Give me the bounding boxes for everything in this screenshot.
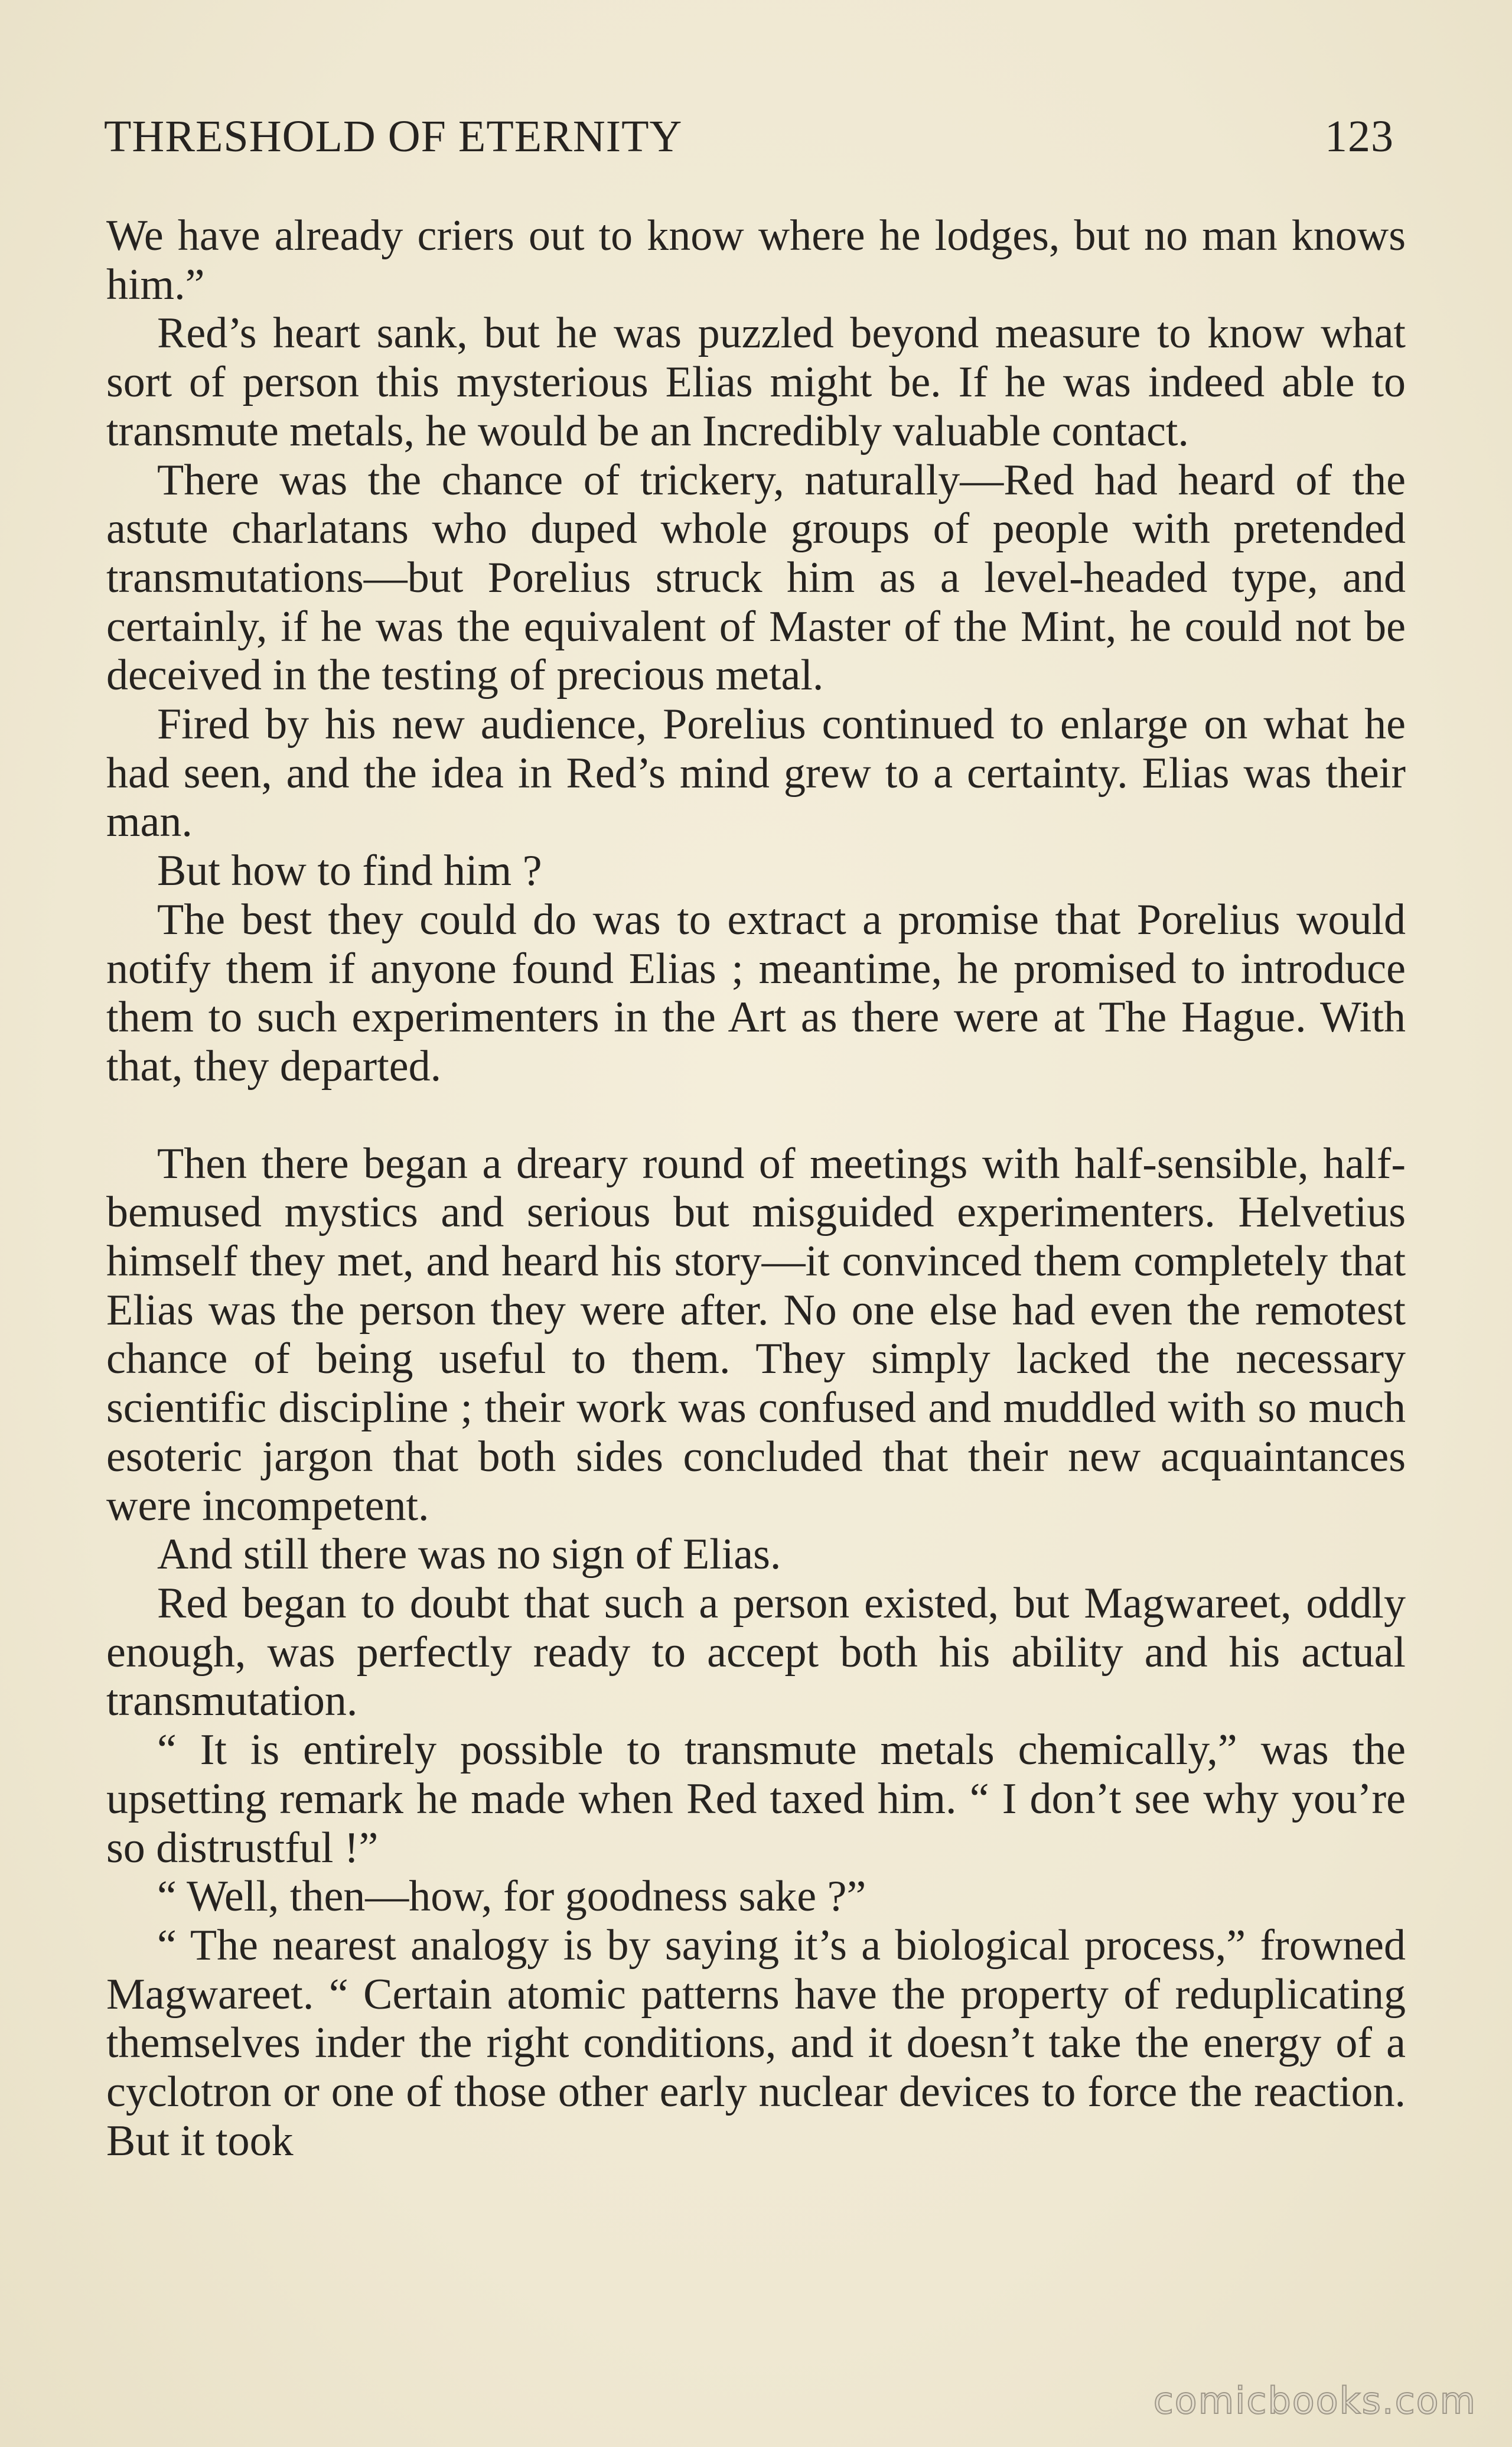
paragraph: Red’s heart sank, but he was puzzled beyond measure to know what sort of person this mysterious Elias might be. If he was indeed able to transmute metals, he would be an Incredibly valuable contact.	[106, 309, 1406, 455]
running-title: THRESHOLD OF ETERNITY	[104, 112, 683, 161]
paragraph: Then there began a dreary round of meetings with half-sensible, half-bemused mystics and serious but misguided experimenters. Helvetius himself they met, and heard his story—it convinced them completely that Elias was the person they were after. No one else had even the remotest chance of being useful to them. They simply lacked the necessary scientific discipline ; their work was confused and muddled with so much esoteric jargon that both sides concluded that their new acquaintances were incompetent.	[106, 1139, 1406, 1530]
paragraph: Fired by his new audience, Porelius continued to enlarge on what he had seen, and the idea in Red’s mind grew to a certainty. Elias was their man.	[106, 700, 1406, 847]
paragraph: There was the chance of trickery, naturally—Red had heard of the astute charlatans who duped whole groups of people with pretended transmutations—but Porelius struck him as a level-headed type, and certainly, if he was the equivalent of Master of the Mint, he could not be deceived in the testing of precious metal.	[106, 455, 1406, 700]
paragraph: Red began to doubt that such a person existed, but Magwareet, oddly enough, was perfectly ready to accept both his ability and his actual transmutation.	[106, 1579, 1406, 1726]
page-number: 123	[1325, 112, 1394, 161]
paragraph: But how to find him ?	[157, 847, 542, 896]
paragraph: “ The nearest analogy is by saying it’s a biological process,” frowned Magwareet. “ Certain atomic patterns have the property of reduplicating themselves inder the right conditions, and it doesn’t take the energy of a cyclotron or one of those other early nuclear devices to force the reaction. But it took	[106, 1921, 1406, 2165]
paragraph: The best they could do was to extract a promise that Porelius would notify them if anyone found Elias ; meantime, he promised to introduce them to such experimenters in the Art as there were at The Hague. With that, they departed.	[106, 895, 1406, 1091]
running-header	[104, 111, 1394, 170]
paragraph: “ Well, then—how, for goodness sake ?”	[157, 1872, 866, 1921]
watermark: comicbooks.com	[1153, 2379, 1477, 2422]
paragraph: And still there was no sign of Elias.	[157, 1530, 781, 1579]
paragraph: “ It is entirely possible to transmute metals chemically,” was the upsetting remark he made when Red taxed him. “ I don’t see why you’re so distrustful !”	[106, 1726, 1406, 1872]
paragraph: We have already criers out to know where he lodges, but no man knows him.”	[106, 211, 1406, 309]
body-text	[106, 211, 1406, 2165]
